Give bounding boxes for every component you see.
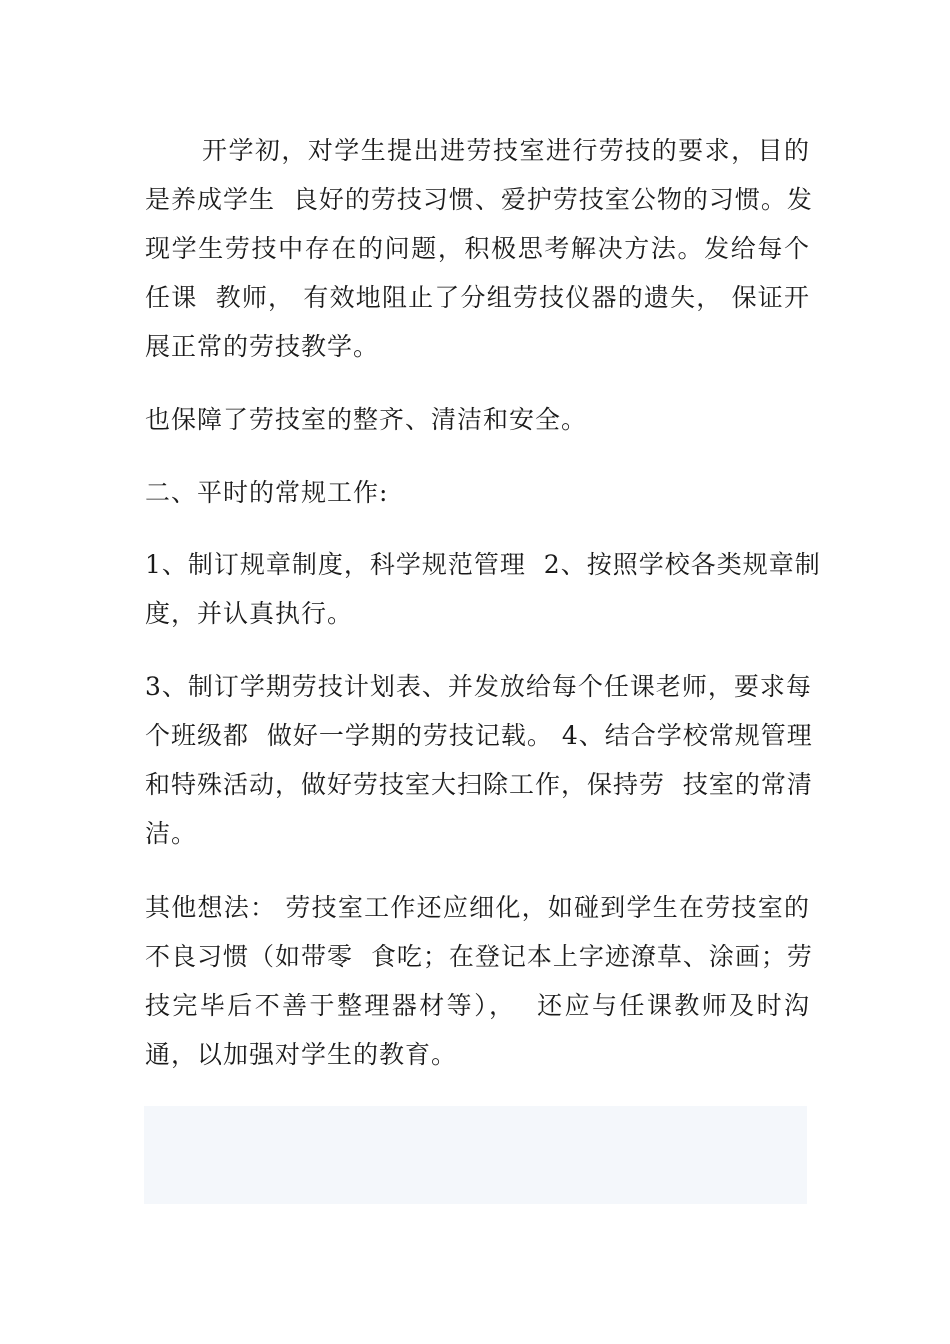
paragraph-line: 和特殊活动，做好劳技室大扫除工作，保持劳 技室的常清 (145, 770, 813, 799)
paragraph-line: 展正常的劳技教学。 (145, 332, 380, 361)
paragraph-line: 通，以加强对学生的教育。 (145, 1040, 458, 1069)
paragraph-line: 是养成学生 良好的劳技习惯、爱护劳技室公物的习惯。发 (145, 185, 813, 214)
paragraph-line: 个班级都 做好一学期的劳技记载。 4、结合学校常规管理 (145, 721, 813, 750)
paragraph-line: 技完毕后不善于整理器材等）， 还应与任课教师及时沟 (145, 991, 810, 1020)
paragraph-line: 也保障了劳技室的整齐、清洁和安全。 (145, 405, 588, 434)
paragraph-line: 现学生劳技中存在的问题，积极思考解决方法。发给每个 (145, 234, 810, 263)
paragraph-line: 洁。 (145, 819, 198, 848)
section-heading: 二、平时的常规工作: (145, 478, 389, 507)
footer-shaded-block (144, 1106, 807, 1204)
paragraph-line: 1、制订规章制度，科学规范管理 2、按照学校各类规章制 (145, 550, 821, 579)
paragraph-line: 其他想法： 劳技室工作还应细化，如碰到学生在劳技室的 (145, 893, 810, 922)
paragraph-line: 度，并认真执行。 (145, 599, 354, 628)
paragraph-line: 3、制订学期劳技计划表、并发放给每个任课老师，要求每 (145, 672, 812, 701)
paragraph-line: 任课 教师， 有效地阻止了分组劳技仪器的遗失， 保证开 (145, 283, 810, 312)
paragraph-line: 开学初，对学生提出进劳技室进行劳技的要求，目的 (202, 136, 810, 165)
paragraph-line: 不良习惯（如带零 食吃；在登记本上字迹潦草、涂画；劳 (145, 942, 813, 971)
